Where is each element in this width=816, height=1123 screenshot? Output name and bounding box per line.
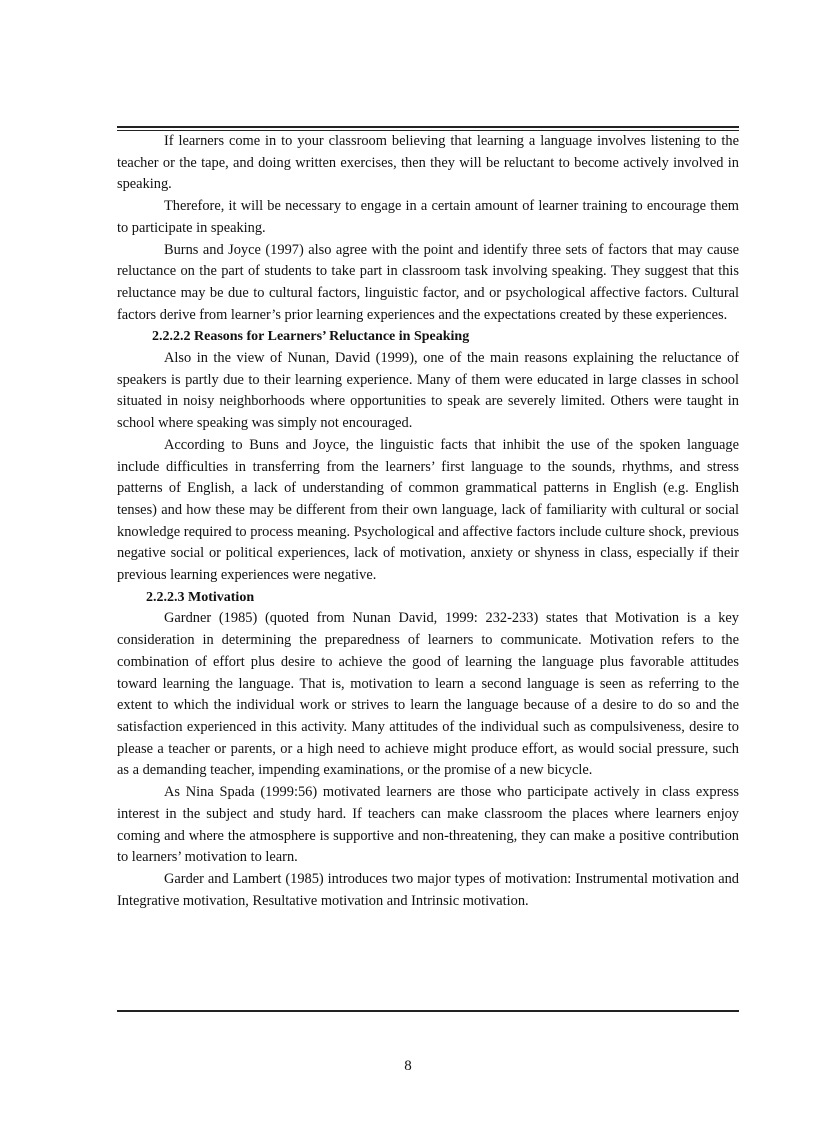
paragraph: Therefore, it will be necessary to engage in a certain amount of learner training to encourage them to participate in speaking. — [117, 198, 739, 236]
paragraph: As Nina Spada (1999:56) motivated learners are those who participate actively in class express interest in the subject and study hard. If teachers can make classroom the places where learners enjoy coming and where the atmosphere is supportive and non-threatening, they can make a positive contribution to learners’ motivation to learn. — [117, 784, 739, 866]
paragraph: According to Buns and Joyce, the linguistic facts that inhibit the use of the spoken language include difficulties in transferring from the learners’ first language to the sounds, rhythms, and stress patterns of English, a lack of understanding of common grammatical patterns in English (e.g. English tenses) and how these may be different from their own language, lack of familiarity with cultural or social knowledge required to process meaning. Psychological and affective factors include culture shock, previous negative social or political experiences, lack of motivation, anxiety or shyness in class, especially if their previous learning experiences were negative. — [117, 436, 739, 584]
paragraph: Also in the view of Nunan, David (1999), one of the main reasons explaining the reluctance of speakers is partly due to their learning experience. Many of them were educated in large classes in school situated in noisy neighborhoods where opportunities to speak are severely limited. Others were taught in school where speaking was simply not encouraged. — [117, 350, 739, 432]
section-heading-2223: 2.2.2.3 Motivation — [146, 589, 255, 605]
paragraph: Garder and Lambert (1985) introduces two major types of motivation: Instrumental motivation and Integrative motivation, Resultative motivation and Intrinsic motivation. — [117, 870, 739, 909]
footer-rule — [117, 1010, 739, 1012]
paragraph: If learners come in to your classroom believing that learning a language involves listening to the teacher or the tape, and doing written exercises, then they will be reluctant to become actively involved in speaking. — [117, 133, 739, 193]
page-number: 8 — [404, 1058, 412, 1074]
section-heading-2222: 2.2.2.2 Reasons for Learners’ Reluctance in Speaking — [152, 329, 470, 345]
paragraph: Burns and Joyce (1997) also agree with the point and identify three sets of factors that may cause reluctance on the part of students to take part in classroom task involving speaking. They suggest that this reluctance may be due to cultural factors, linguistic factor, and or psychological affective factors. Cultural factors derive from learner’s prior learning experiences and the expectations created by these experiences. — [117, 241, 739, 323]
paragraph: Gardner (1985) (quoted from Nunan David, 1999: 232-233) states that Motivation is a key consideration in determining the preparedness of learners to communicate. Motivation refers to the combination of effort plus desire to achieve the good of learning the language plus favorable attitudes toward learning the language. That is, motivation to learn a second language is seen as referring to the extent to which the individual work or strives to learn the language because of a desire to do so and the satisfaction experienced in this activity. Many attitudes of the individual such as compulsiveness, desire to please a teacher or parents, or a high need to achieve might produce effort, as would social pressure, such as a demanding teacher, impending examinations, or the promise of a new bicycle. — [117, 610, 739, 779]
page-body — [117, 131, 739, 912]
